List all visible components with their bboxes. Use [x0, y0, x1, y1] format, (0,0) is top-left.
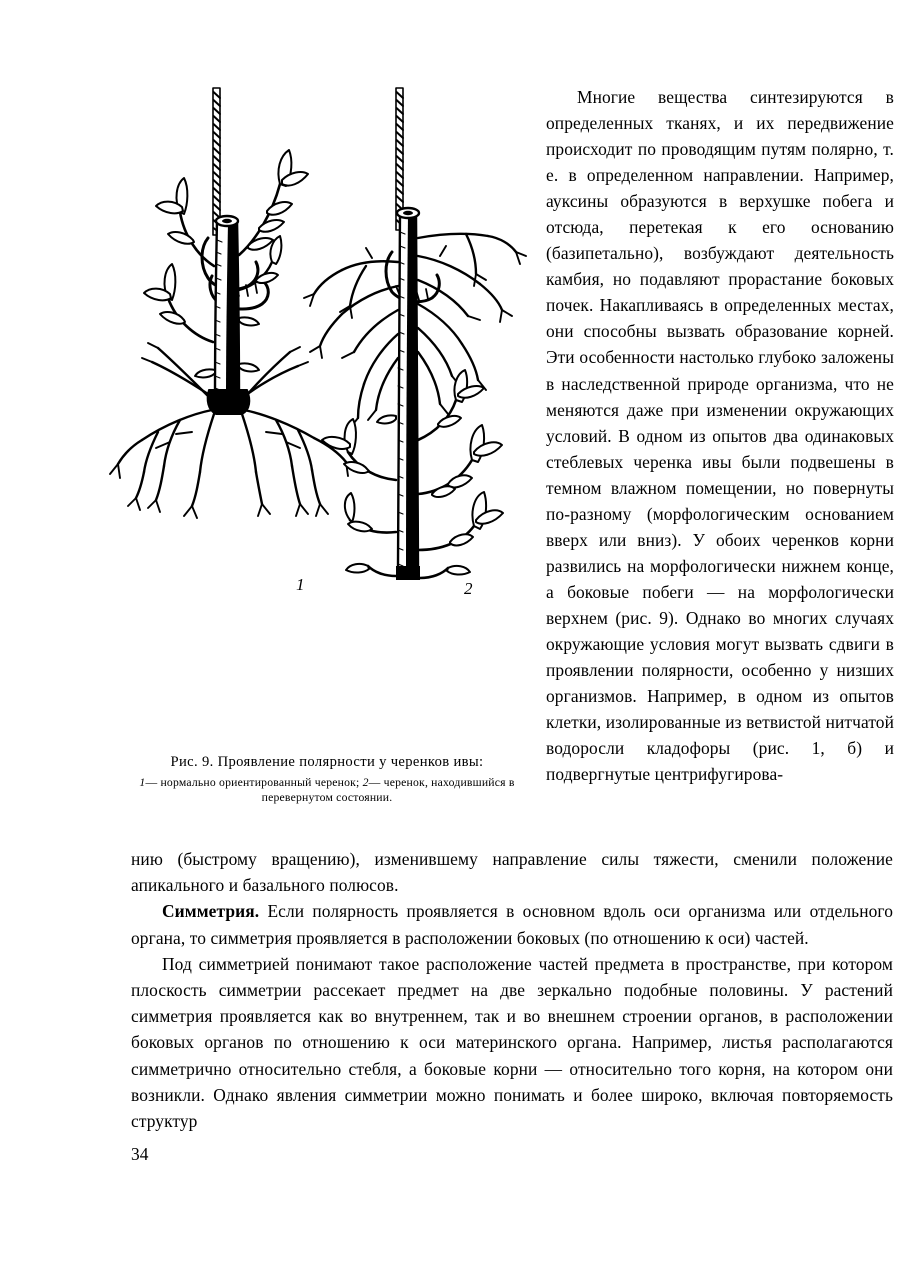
right-text-column	[546, 84, 894, 787]
figure-caption-main: Рис. 9. Проявление полярности у черенков ивы:	[170, 754, 484, 770]
figure-caption	[132, 753, 522, 805]
figure-caption-legend	[132, 775, 522, 805]
figure-label-2: 2	[464, 579, 473, 598]
legend-text-1: — нормально ориентированный черенок;	[145, 776, 360, 789]
section-heading-symmetry: Симметрия.	[162, 901, 260, 922]
figure-illustration	[96, 80, 546, 640]
legend-marker-1: 1	[139, 776, 146, 789]
body-paragraph-1-continuation: нию (быстрому вращению), изменившему направление силы тяжести, сменили положение апикального и базального полюсов.	[131, 849, 893, 896]
body-paragraph-2-text: Если полярность проявляется в основном вдоль оси организма или отдельного органа, то симметрия проявляется в расположении боковых (по отношению к оси) частей.	[131, 901, 893, 948]
page-lower-section	[131, 846, 893, 1134]
body-paragraph-3: Под симметрией понимают такое расположение частей предмета в пространстве, при котором плоскость симметрии рассекает предмет на две зеркально подобные половины. У растений симметрия проявляется как во внутреннем, так и во внешнем строении органов, в расположении боковых органов по отношению к оси материнского органа. Например, листья располагаются симметрично относительно стебля, а боковые корни — относительно того корня, на котором они возникли. Однако явления симметрии можно понимать и более широко, включая повторяемость структур	[131, 953, 893, 1132]
legend-marker-2: 2	[362, 776, 369, 789]
body-paragraph-1: Многие вещества синтезируются в определенных тканях, и их передвижение происходит по проводящим путям полярно, т. е. в определенном направлении. Например, ауксины образуются в верхушке побега и отсюда, перетекая к его основанию (базипетально), возбуждают деятельность камбия, но подавляют прорастание боковых почек. Накапливаясь в определенных местах, они способны вызвать образование корней. Эти особенности настолько глубоко заложены в наследственной природе организма, что не меняются даже при изменении окружающих условий. В одном из опытов два одинаковых стеблевых черенка ивы были подвешены в темном влажном помещении, но повернуты по-разному (морфологическим основанием вверх или вниз). У обоих черенков корни развились на морфологически нижнем конце, а боковые побеги — на морфологически верхнем (рис. 9). Однако во многих случаях окружающие условия могут вызвать сдвиги в проявлении полярности, особенно у низших организмов. Например, в одном из опытов клетки, изолированные из ветвистой нитчатой водоросли кладофоры (рис. 1, б) и подвергнутые центрифугирова-	[546, 87, 894, 785]
page-number: 34	[131, 1144, 149, 1164]
figure-label-1: 1	[296, 575, 305, 594]
body-paragraph-2	[131, 898, 893, 950]
legend-text-2: — черенок, находившийся в перевернутом состоянии.	[261, 776, 515, 805]
figure-9	[96, 80, 546, 805]
